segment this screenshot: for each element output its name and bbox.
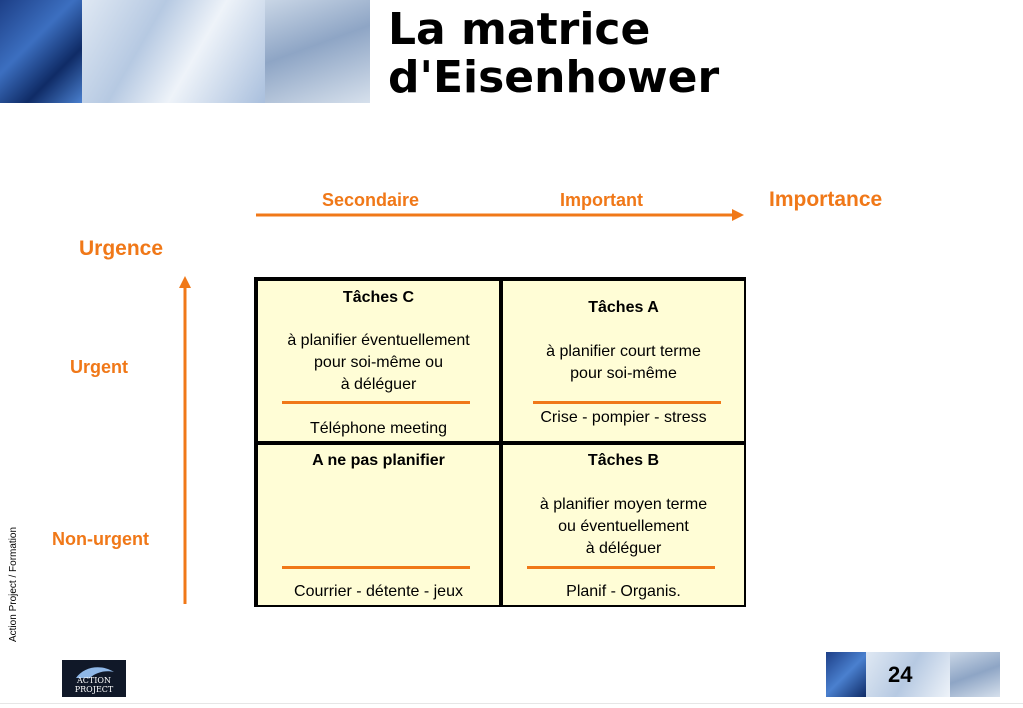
eisenhower-matrix	[254, 277, 746, 607]
col-label-important: Important	[560, 190, 643, 210]
logo-text: ACTION PROJECT	[74, 676, 114, 694]
footer-image-keyboard	[826, 652, 866, 697]
cell-a-ne-pas-planifier	[258, 445, 499, 605]
importance-axis-label: Importance	[769, 188, 883, 211]
footer-divider	[0, 703, 1023, 704]
urgence-arrow	[179, 276, 191, 604]
page-number: 24	[888, 662, 913, 687]
cell-examples: Planif - Organis.	[566, 583, 681, 600]
cell-taches-c	[258, 281, 499, 441]
footer-image-clock	[950, 652, 1000, 697]
page-title: La matrice d'Eisenhower	[388, 4, 720, 103]
cell-examples: Crise - pompier - stress	[540, 409, 707, 426]
divider	[533, 401, 721, 404]
divider	[527, 566, 715, 569]
divider	[282, 566, 470, 569]
cell-taches-b	[503, 445, 744, 605]
cell-description: à planifier court terme pour soi-même	[546, 343, 701, 382]
cell-taches-a	[503, 281, 744, 441]
side-footer-text: Action Project / Formation	[8, 526, 19, 642]
cell-description: à planifier éventuellement pour soi-même ou à déléguer	[287, 332, 470, 393]
cell-heading: Tâches C	[342, 289, 415, 306]
row-label-non-urgent: Non-urgent	[52, 529, 149, 549]
cell-heading: A ne pas planifier	[312, 452, 445, 469]
row-label-urgent: Urgent	[70, 357, 128, 377]
urgence-axis-label: Urgence	[79, 237, 164, 260]
cell-heading: Tâches B	[587, 452, 660, 469]
footer-banner	[826, 652, 1000, 697]
cell-examples: Téléphone meeting	[310, 420, 447, 437]
cell-examples: Courrier - détente - jeux	[294, 583, 463, 600]
cell-description: à planifier moyen terme ou éventuellement à déléguer	[539, 496, 708, 557]
footer-image-map	[866, 652, 950, 697]
col-label-secondaire: Secondaire	[322, 190, 420, 210]
divider	[282, 401, 470, 404]
action-project-logo	[62, 660, 126, 697]
cell-heading: Tâches A	[588, 299, 659, 316]
importance-arrow	[256, 209, 744, 221]
